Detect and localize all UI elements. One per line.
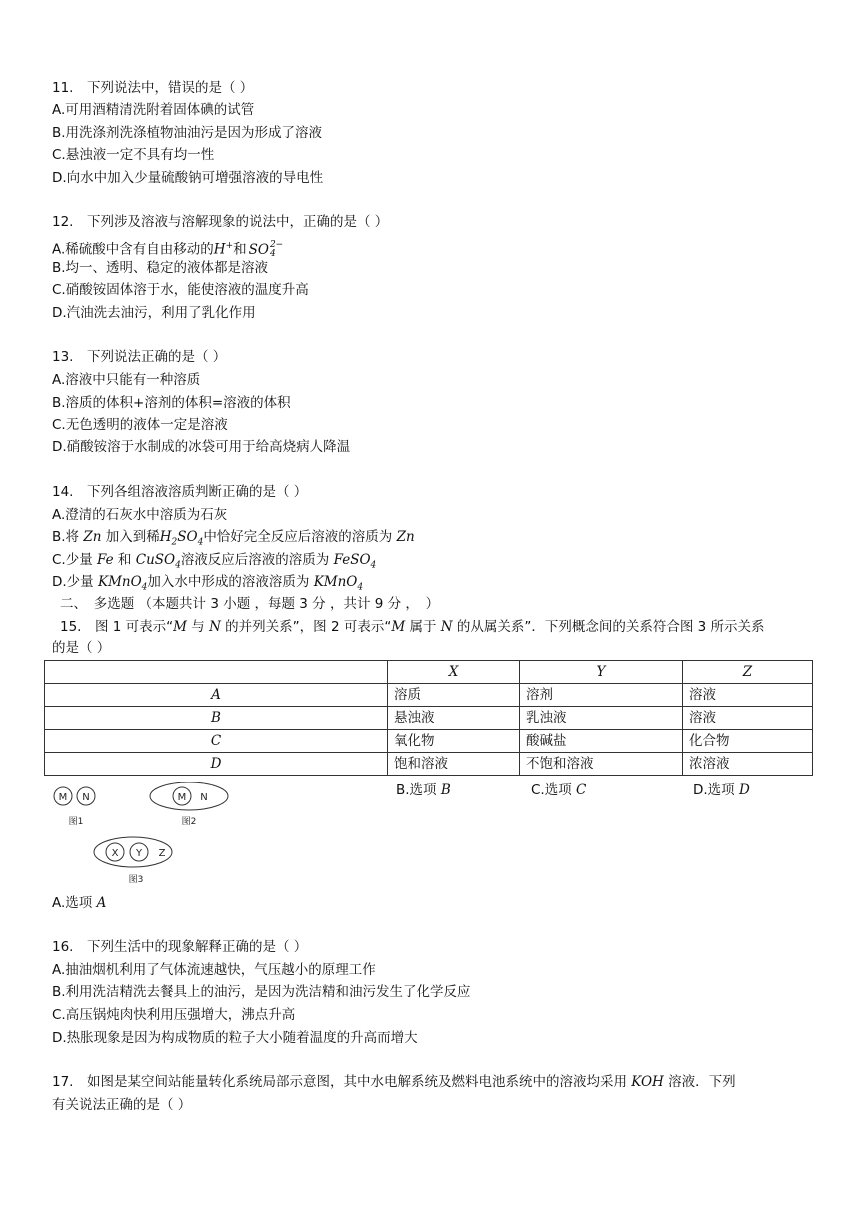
q15-m2: M [391, 619, 406, 635]
q16-option-c: C.高压锅炖肉快利用压强增大，沸点升高 [52, 1007, 296, 1023]
table-header-row [45, 661, 813, 684]
q15-option-d-value: D [738, 782, 750, 798]
q14-d-part1: D.少量 [52, 574, 98, 590]
q12-ion-h-charge: + [225, 241, 234, 251]
q14-option-b [52, 527, 415, 553]
q12-a-prefix: A.稀硫酸中含有自由移动的 [52, 241, 214, 258]
table-cell: B [45, 707, 388, 730]
table-row [45, 684, 813, 707]
q16-option-a: A.抽油烟机利用了气体流速越快，气压越小的原理工作 [52, 962, 376, 978]
q14-b-h-sub: 2 [171, 537, 178, 548]
q14-c-cuso-sub: 4 [175, 560, 181, 571]
q15-m1: M [173, 619, 187, 635]
q14-b-part1: B.将 [52, 529, 84, 545]
table-cell: D [45, 753, 388, 776]
q14-stem: 14. 下列各组溶液溶质判断正确的是（ ） [52, 484, 308, 500]
table-cell: 悬浊液 [388, 707, 520, 730]
q15-option-a-value: A [96, 895, 107, 911]
table-cell: 化合物 [683, 730, 813, 753]
q14-c-part3: 溶液反应后溶液的溶质为 [180, 552, 334, 568]
q14-d-kmno2: KMnO [313, 574, 358, 590]
table-header-cell: Y [520, 661, 683, 684]
q17-stem-part2: 溶液．下列 [663, 1074, 736, 1090]
q12-option-a [52, 236, 283, 260]
table-header-cell: X [388, 661, 520, 684]
q16-option-b: B.利用洗洁精洗去餐具上的油污，是因为洗洁精和油污发生了化学反应 [52, 984, 471, 1000]
q12-ion-h: H [213, 241, 226, 258]
q15-option-d-label: D.选项 [693, 782, 739, 798]
q13-stem: 13. 下列说法正确的是（ ） [52, 349, 227, 365]
q14-b-part3: 中恰好完全反应后溶液的溶质为 [203, 529, 397, 545]
q13-option-c: C.无色透明的液体一定是溶液 [52, 417, 228, 433]
q14-c-feso: FeSO [333, 552, 371, 568]
table-cell: 溶质 [388, 684, 520, 707]
q15-stem-part4: 属于 [405, 619, 441, 635]
q14-d-kmno2-sub: 4 [357, 582, 364, 593]
q14-d-kmno-sub: 4 [141, 582, 148, 593]
q15-stem-part5: 的从属关系”．下列概念间的关系符合图 3 所示关系 [452, 619, 765, 635]
fig3-label-z: Z [158, 848, 166, 859]
q14-c-part1: C.少量 [52, 552, 98, 568]
q12-option-d: D.汽油洗去油污，利用了乳化作用 [52, 305, 256, 321]
q15-table [44, 660, 813, 776]
q15-n1: N [209, 619, 221, 635]
q14-c-fe: Fe [97, 552, 114, 568]
fig2-outer-ellipse [150, 782, 228, 810]
q13-option-d: D.硝酸铵溶于水制成的冰袋可用于给高烧病人降温 [52, 439, 351, 455]
q15-option-b [396, 780, 451, 800]
q14-b-h: H [159, 529, 172, 545]
q11-option-a: A.可用酒精清洗附着固体碘的试管 [52, 102, 255, 118]
q15-stem-part3: 的并列关系”，图 2 可表示“ [220, 619, 392, 635]
table-cell: 溶剂 [520, 684, 683, 707]
table-cell: 饱和溶液 [388, 753, 520, 776]
q17-koh: KOH [631, 1074, 664, 1090]
q17-stem-part1: 17. 如图是某空间站能量转化系统局部示意图，其中水电解系统及燃料电池系统中的溶液均采用 [52, 1074, 632, 1090]
q12-ion-so4-sub: 4 [269, 248, 276, 259]
q15-option-b-value: B [440, 782, 451, 798]
q15-option-a-label: A.选项 [52, 895, 97, 911]
q16-stem: 16. 下列生活中的现象解释正确的是（ ） [52, 939, 308, 955]
q14-c-cuso: CuSO [135, 552, 176, 568]
q12-stem: 12. 下列涉及溶液与溶解现象的说法中，正确的是（ ） [52, 214, 389, 230]
q15-option-c [531, 780, 586, 800]
q15-n2: N [440, 619, 453, 635]
table-header-cell: Z [683, 661, 813, 684]
q12-a-and: 和 [233, 241, 247, 258]
q14-option-a: A.澄清的石灰水中溶质为石灰 [52, 507, 228, 523]
q15-stem-line2: 的是（ ） [52, 640, 111, 656]
q12-option-c: C.硝酸铵固体溶于水，能使溶液的温度升高 [52, 282, 309, 298]
table-row [45, 753, 813, 776]
q12-ion-so4: SO [248, 241, 269, 258]
fig1-caption: 图1 [68, 817, 84, 827]
q15-option-b-label: B.选项 [396, 782, 441, 798]
table-cell: 浓溶液 [683, 753, 813, 776]
q13-option-b: B.溶质的体积+溶剂的体积=溶液的体积 [52, 395, 291, 411]
fig1-label-m: M [58, 792, 68, 803]
q14-c-feso-sub: 4 [370, 560, 377, 571]
q15-stem-part2: 与 [186, 619, 210, 635]
q13-option-a: A.溶液中只能有一种溶质 [52, 372, 201, 388]
q14-b-so: SO [177, 529, 198, 545]
table-cell: A [45, 684, 388, 707]
venn-figures [44, 782, 244, 894]
table-cell: 不饱和溶液 [520, 753, 683, 776]
table-cell: C [45, 730, 388, 753]
q14-b-zn2: Zn [396, 529, 415, 545]
table-row [45, 707, 813, 730]
table-row [45, 730, 813, 753]
table-cell: 溶液 [683, 707, 813, 730]
table-header-cell [45, 661, 388, 684]
q15-stem-part1: 15. 图 1 可表示“ [60, 619, 174, 635]
fig2-label-m: M [177, 792, 187, 803]
q11-option-c: C.悬浊液一定不具有均一性 [52, 147, 215, 163]
q15-option-a [52, 893, 106, 913]
q14-b-zn: Zn [83, 529, 102, 545]
fig1-label-n: N [82, 792, 90, 803]
q14-d-kmno: KMnO [97, 574, 142, 590]
table-cell: 氧化物 [388, 730, 520, 753]
q15-option-d [693, 780, 750, 800]
q14-c-part2: 和 [113, 552, 136, 568]
q15-option-c-label: C.选项 [531, 782, 577, 798]
table-cell: 酸碱盐 [520, 730, 683, 753]
q15-option-c-value: C [576, 782, 587, 798]
fig2-label-n: N [200, 792, 208, 803]
q12-option-b: B.均一、透明、稳定的液体都是溶液 [52, 260, 269, 276]
q11-option-d: D.向水中加入少量硫酸钠可增强溶液的导电性 [52, 170, 324, 186]
q16-option-d: D.热胀现象是因为构成物质的粒子大小随着温度的升高而增大 [52, 1030, 418, 1046]
table-cell: 溶液 [683, 684, 813, 707]
q14-d-part2: 加入水中形成的溶液溶质为 [147, 574, 314, 590]
q14-b-part2: 加入到稀 [101, 529, 160, 545]
table-cell: 乳浊液 [520, 707, 683, 730]
q14-b-so-sub: 4 [197, 537, 204, 548]
fig2-caption: 图2 [181, 817, 197, 827]
q12-ion-so4-charge: 2− [269, 239, 284, 250]
q17-stem-line2: 有关说法正确的是（ ） [52, 1097, 192, 1113]
q11-option-b: B.用洗涤剂洗涤植物油油污是因为形成了溶液 [52, 125, 323, 141]
section-heading: 二、 多选题 （本题共计 3 小题 ，每题 3 分 ，共计 9 分 ， ） [60, 596, 440, 612]
fig3-label-x: X [111, 848, 119, 859]
q17-stem-line1 [52, 1072, 736, 1092]
fig3-label-y: Y [135, 848, 143, 859]
q11-stem: 11. 下列说法中，错误的是（ ） [52, 80, 254, 96]
q15-stem-line1 [60, 617, 765, 637]
fig3-caption: 图3 [128, 875, 144, 885]
